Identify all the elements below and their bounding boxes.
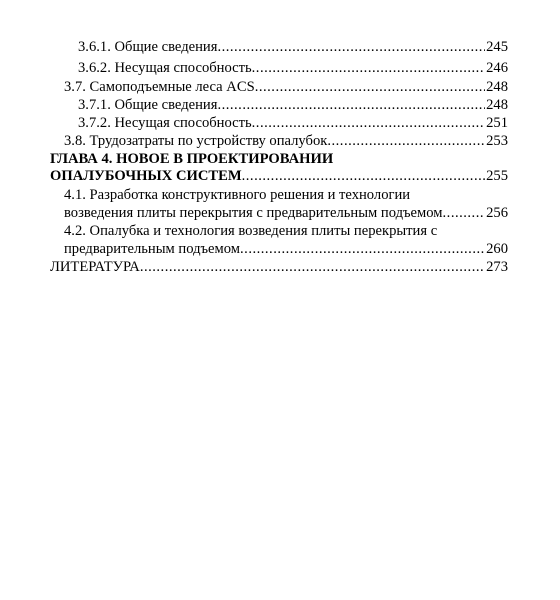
toc-entry-4-1	[0, 204, 560, 222]
dot-leader	[252, 114, 485, 132]
toc-page-number: 260	[486, 241, 508, 257]
toc-entry-3-7-2	[0, 114, 560, 132]
toc-entry-4-2	[0, 240, 560, 258]
toc-page-number: 255	[486, 168, 508, 184]
toc-chapter-4-heading-line1: ГЛАВА 4. НОВОЕ В ПРОЕКТИРОВАНИИ	[50, 151, 334, 167]
toc-page-number: 251	[486, 115, 508, 131]
dot-leader	[327, 132, 485, 150]
toc-page-number: 253	[486, 133, 508, 149]
toc-entry-title: ЛИТЕРАТУРА	[50, 259, 140, 275]
toc-entry-title: ОПАЛУБОЧНЫХ СИСТЕМ	[50, 168, 242, 184]
toc-page-number: 273	[486, 259, 508, 275]
toc-entry-chapter-4	[0, 167, 560, 185]
dot-leader	[255, 78, 485, 96]
toc-entry-title: 3.8. Трудозатраты по устройству опалубок	[64, 133, 328, 149]
toc-entry-3-6-2	[0, 59, 560, 77]
toc-page-number: 248	[486, 97, 508, 113]
dot-leader	[217, 38, 485, 56]
dot-leader	[252, 59, 485, 77]
toc-entry-4-2-line1: 4.2. Опалубка и технология возведения плиты перекрытия с	[64, 223, 438, 239]
dot-leader	[240, 240, 485, 258]
toc-entry-literature	[0, 258, 560, 276]
toc-entry-4-1-line1: 4.1. Разработка конструктивного решения и технологии	[64, 187, 411, 203]
toc-page-number: 256	[486, 205, 508, 221]
toc-entry-title: 3.7. Самоподъемные леса ACS	[64, 79, 255, 95]
dot-leader	[140, 258, 485, 276]
toc-entry-title: 3.6.1. Общие сведения	[78, 39, 218, 55]
toc-entry-title: 3.6.2. Несущая способность	[78, 60, 252, 76]
dot-leader	[217, 96, 485, 114]
toc-page-number: 248	[486, 79, 508, 95]
toc-entry-3-8	[0, 132, 560, 150]
toc-entry-title: 3.7.1. Общие сведения	[78, 97, 218, 113]
dot-leader	[242, 167, 485, 185]
toc-entry-3-7-1	[0, 96, 560, 114]
toc-entry-title: предварительным подъемом	[64, 241, 241, 257]
toc-entry-3-6-1	[0, 38, 560, 56]
dot-leader	[443, 204, 486, 222]
toc-entry-3-7	[0, 78, 560, 96]
toc-page-number: 245	[486, 39, 508, 55]
toc-entry-title: возведения плиты перекрытия с предварительным подъемом	[64, 205, 443, 221]
toc-page-number: 246	[486, 60, 508, 76]
toc-entry-title: 3.7.2. Несущая способность	[78, 115, 252, 131]
